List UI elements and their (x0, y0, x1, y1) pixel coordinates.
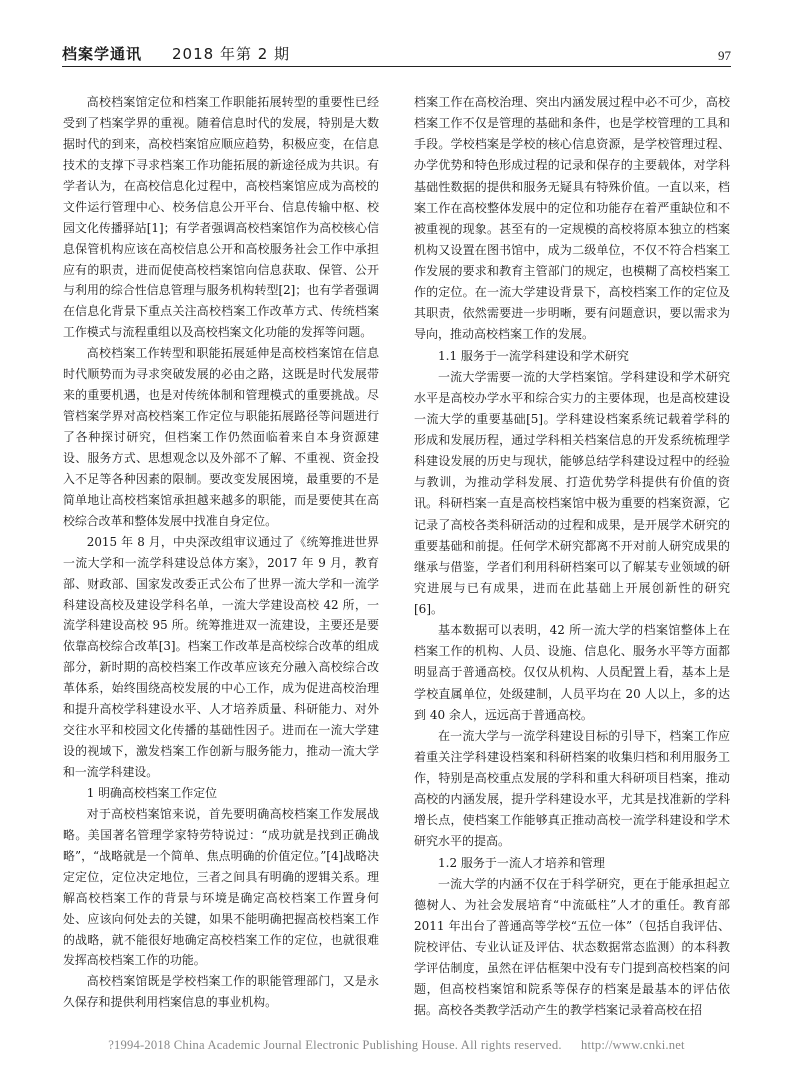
section-heading: 1 明确高校档案工作定位 (86, 785, 218, 800)
page-number: 97 (718, 48, 731, 63)
copyright-text: ?1994-2018 China Academic Journal Electronic Publishing House. All rights reserved. (108, 1038, 562, 1052)
cnki-url: http://www.cnki.net (581, 1038, 685, 1052)
right-column (414, 92, 730, 1022)
running-header (62, 40, 731, 64)
paragraph: 高校档案馆定位和档案工作职能拓展转型的重要性已经受到了档案学界的重视。随着信息时代的发展，特别是大数据时代的到来，高校档案馆应顺应趋势，积极应变，在信息技术的支撑下寻求档案工作功能拓展的新途径成为共识。有学者认为，在高校信息化过程中，高校档案馆应成为高校的文件运行管理中心、校务信息公开平台、信息传输中枢、校园文化传播驿站[1]；有学者强调高校档案馆作为高校核心信息保管机构应该在高校信息公开和高校服务社会工作中承担应有的职责，进而促使高校档案馆向信息获取、保管、公开与利用的综合性信息管理与服务机构转型[2]；也有学者强调在信息化背景下重点关注高校档案工作改革方式、传统档案工作模式与流程重组以及高校档案文化功能的发挥等问题。 (63, 95, 379, 340)
journal-title: 档案学通讯 (62, 45, 143, 63)
subsection-heading: 1.1 服务于一流学科建设和学术研究 (438, 348, 629, 363)
header-rule (62, 66, 731, 67)
paragraph: 高校档案工作转型和职能拓展延伸是高校档案馆在信息时代顺势而为寻求突破发展的必由之路，这既是时代发展带来的重要机遇，也是对传统体制和管理模式的重要挑战。尽管档案学界对高校档案工作定位与职能拓展路径等问题进行了各种探讨研究，但档案工作仍然面临着来自本身资源建设、服务方式、思想观念以及外部不了解、不重视、资金投入不足等各种因素的限制。要改变发展困境，最重要的不是简单地让高校档案馆承担越来越多的职能，而是要使其在高校综合改革和整体发展中找准自身定位。 (63, 346, 379, 528)
copyright-footer (0, 1038, 793, 1053)
paragraph-continued: 档案工作在高校治理、突出内涵发展过程中必不可少，高校档案工作不仅是管理的基础和条件，也是学校管理的工具和手段。学校档案是学校的核心信息资源，是学校管理过程、办学优势和特色形成过程的记录和保存的主要载体，对学科基础性数据的提供和服务无疑具有特殊价值。一直以来，档案工作在高校整体发展中的定位和功能存在着严重缺位和不被重视的现象。甚至有的一定规模的高校将原本独立的档案机构又设置在图书馆中，成为二级单位，不仅不符合档案工作发展的要求和教育主管部门的规定，也模糊了高校档案工作的定位。在一流大学建设背景下，高校档案工作的定位及其职责，依然需要进一步明晰，要有问题意识，要以需求为导向，推动高校档案工作的发展。 (414, 95, 730, 342)
issue-label: 2018 年第 2 期 (172, 45, 291, 63)
paragraph: 高校档案馆既是学校档案工作的职能管理部门，又是永久保存和提供利用档案信息的事业机构。 (63, 974, 379, 1010)
left-column (63, 92, 379, 1013)
paragraph: 一流大学需要一流的大学档案馆。学科建设和学术研究水平是高校办学水平和综合实力的主要体现，也是高校建设一流大学的重要基础[5]。学科建设档案系统记载着学科的形成和发展历程，通过学科相关档案信息的开发系统梳理学科建设发展的历史与现状，能够总结学科建设过程中的经验与教训，为推动学科发展、打造优势学科提供有价值的资讯。科研档案一直是高校档案馆中极为重要的档案资源，它记录了高校各类科研活动的过程和成果，是开展学术研究的重要基础和前提。任何学术研究都离不开对前人研究成果的继承与借鉴，学者们利用科研档案可以了解某专业领域的研究进展与已有成果，进而在此基础上开展创新性的研究[6]。 (414, 369, 730, 616)
paragraph: 对于高校档案馆来说，首先要明确高校档案工作发展战略。美国著名管理学家特劳特说过：“成功就是找到正确战略”，“战略就是一个简单、焦点明确的价值定位。”[4]战略决定定位，定位决定地位，三者之间具有明确的逻辑关系。理解高校档案工作的背景与环境是确定高校档案工作置身何处、应该向何处去的关键，如果不能明确把握高校档案工作的战略，就不能很好地确定高校档案工作的定位，也就很难发挥高校档案工作的功能。 (63, 806, 379, 968)
paragraph: 在一流大学与一流学科建设目标的引导下，档案工作应着重关注学科建设档案和科研档案的收集归档和利用服务工作，特别是高校重点发展的学科和重大科研项目档案，推动高校的内涵发展，提升学科建设水平，尤其是找准新的学科增长点，使档案工作能够真正推动高校一流学科建设和学术研究水平的提高。 (414, 728, 730, 849)
paragraph: 2015 年 8 月，中央深改组审议通过了《统筹推进世界一流大学和一流学科建设总体方案》，2017 年 9 月，教育部、财政部、国家发改委正式公布了世界一流大学和一流学科建设高校及建设学科名单，一流大学建设高校 42 所，一流学科建设高校 95 所。统筹推进双一流建设，主要还是要依靠高校综合改革[3]。档案工作改革是高校综合改革的组成部分，新时期的高校档案工作改革应该充分融入高校综合改革体系，始终围绕高校发展的中心工作，成为促进高校治理和提升高校学科建设水平、人才培养质量、科研能力、对外交往水平和校园文化传播的基础性因子。进而在一流大学建设的视域下，激发档案工作创新与服务能力，推动一流大学和一流学科建设。 (63, 534, 379, 779)
paragraph: 基本数据可以表明，42 所一流大学的档案馆整体上在档案工作的机构、人员、设施、信息化、服务水平等方面都明显高于普通高校。仅仅从机构、人员配置上看，基本上是学校直属单位，处级建制，人员平均在 20 人以上，多的达到 40 余人，远远高于普通高校。 (414, 623, 730, 722)
paragraph: 一流大学的内涵不仅在于科学研究，更在于能承担起立德树人、为社会发展培育“中流砥柱”人才的重任。教育部 2011 年出台了普通高等学校“五位一体”（包括自我评估、院校评估、专业认证及评估、状态数据常态监测）的本科教学评估制度，虽然在评估框架中没有专门提到高校档案的问题，但高校档案馆和院系等保存的档案是最基本的评估依据。高校各类教学活动产生的教学档案记录着高校在招 (414, 876, 730, 1018)
subsection-heading: 1.2 服务于一流人才培养和管理 (438, 855, 605, 870)
